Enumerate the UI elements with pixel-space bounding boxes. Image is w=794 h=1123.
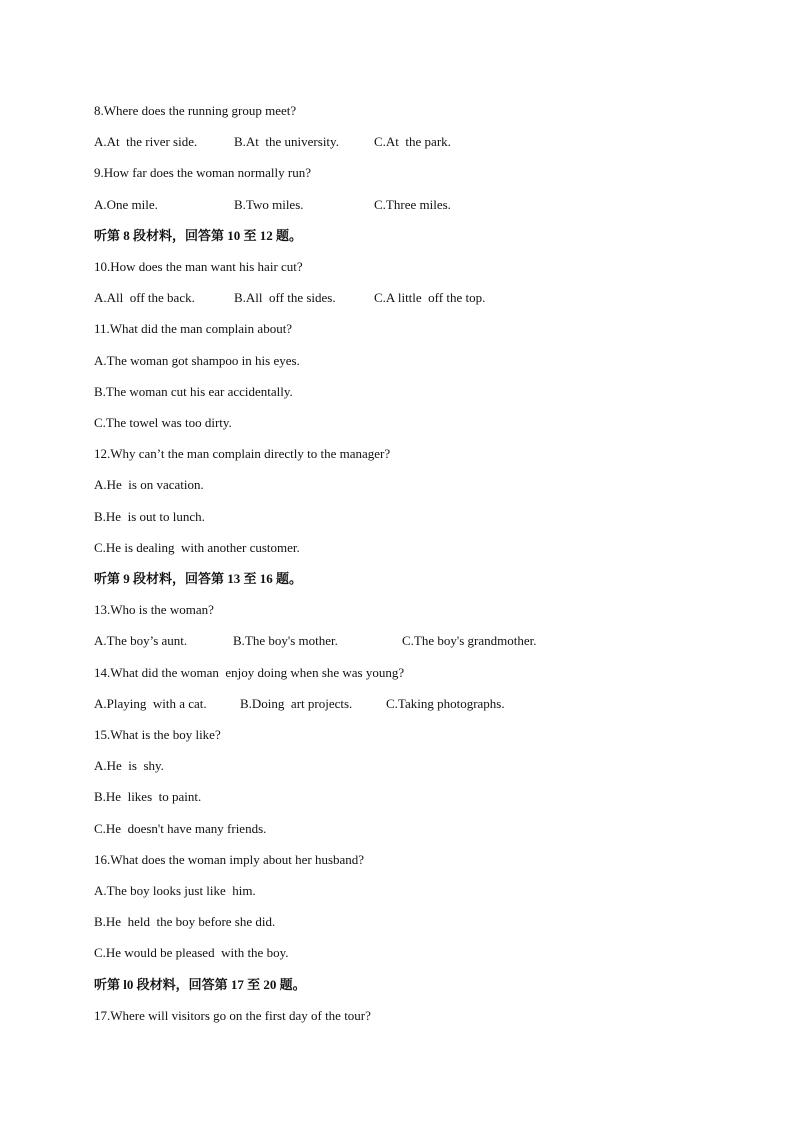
option-9a: A.One mile. — [94, 197, 158, 212]
option-11c: C.The towel was too dirty. — [94, 415, 232, 430]
question-8: 8.Where does the running group meet? — [94, 103, 297, 118]
section-heading-8: 听第 8 段材料，回答第 10 至 12 题。 — [94, 228, 303, 243]
question-10: 10.How does the man want his hair cut? — [94, 259, 303, 274]
option-10c: C.A little off the top. — [374, 290, 486, 305]
option-16c: C.He would be pleased with the boy. — [94, 945, 289, 960]
option-14b: B.Doing art projects. — [240, 696, 353, 711]
question-14: 14.What did the woman enjoy doing when she was young? — [94, 665, 405, 680]
option-12a: A.He is on vacation. — [94, 477, 204, 492]
option-11b: B.The woman cut his ear accidentally. — [94, 384, 293, 399]
option-9c: C.Three miles. — [374, 197, 451, 212]
option-9b: B.Two miles. — [234, 197, 304, 212]
option-15a: A.He is shy. — [94, 758, 164, 773]
question-13: 13.Who is the woman? — [94, 602, 214, 617]
question-16: 16.What does the woman imply about her husband? — [94, 852, 365, 867]
section-heading-9: 听第 9 段材料，回答第 13 至 16 题。 — [94, 571, 303, 586]
option-8c: C.At the park. — [374, 134, 451, 149]
option-16a: A.The boy looks just like him. — [94, 883, 256, 898]
section-heading-10: 听第 l0 段材料，回答第 17 至 20 题。 — [94, 977, 306, 992]
option-15b: B.He likes to paint. — [94, 789, 202, 804]
option-16b: B.He held the boy before she did. — [94, 914, 276, 929]
option-8a: A.At the river side. — [94, 134, 198, 149]
option-10b: B.All off the sides. — [234, 290, 336, 305]
question-17: 17.Where will visitors go on the first day of the tour? — [94, 1008, 371, 1023]
option-12b: B.He is out to lunch. — [94, 509, 205, 524]
option-11a: A.The woman got shampoo in his eyes. — [94, 353, 300, 368]
question-12: 12.Why can’t the man complain directly to the manager? — [94, 446, 391, 461]
option-14c: C.Taking photographs. — [386, 696, 505, 711]
option-15c: C.He doesn't have many friends. — [94, 821, 267, 836]
option-14a: A.Playing with a cat. — [94, 696, 207, 711]
option-13c: C.The boy's grandmother. — [402, 633, 537, 648]
question-15: 15.What is the boy like? — [94, 727, 221, 742]
option-8b: B.At the university. — [234, 134, 339, 149]
option-13a: A.The boy’s aunt. — [94, 633, 188, 648]
question-9: 9.How far does the woman normally run? — [94, 165, 311, 180]
option-10a: A.All off the back. — [94, 290, 195, 305]
question-11: 11.What did the man complain about? — [94, 321, 293, 336]
option-13b: B.The boy's mother. — [233, 633, 338, 648]
option-12c: C.He is dealing with another customer. — [94, 540, 300, 555]
